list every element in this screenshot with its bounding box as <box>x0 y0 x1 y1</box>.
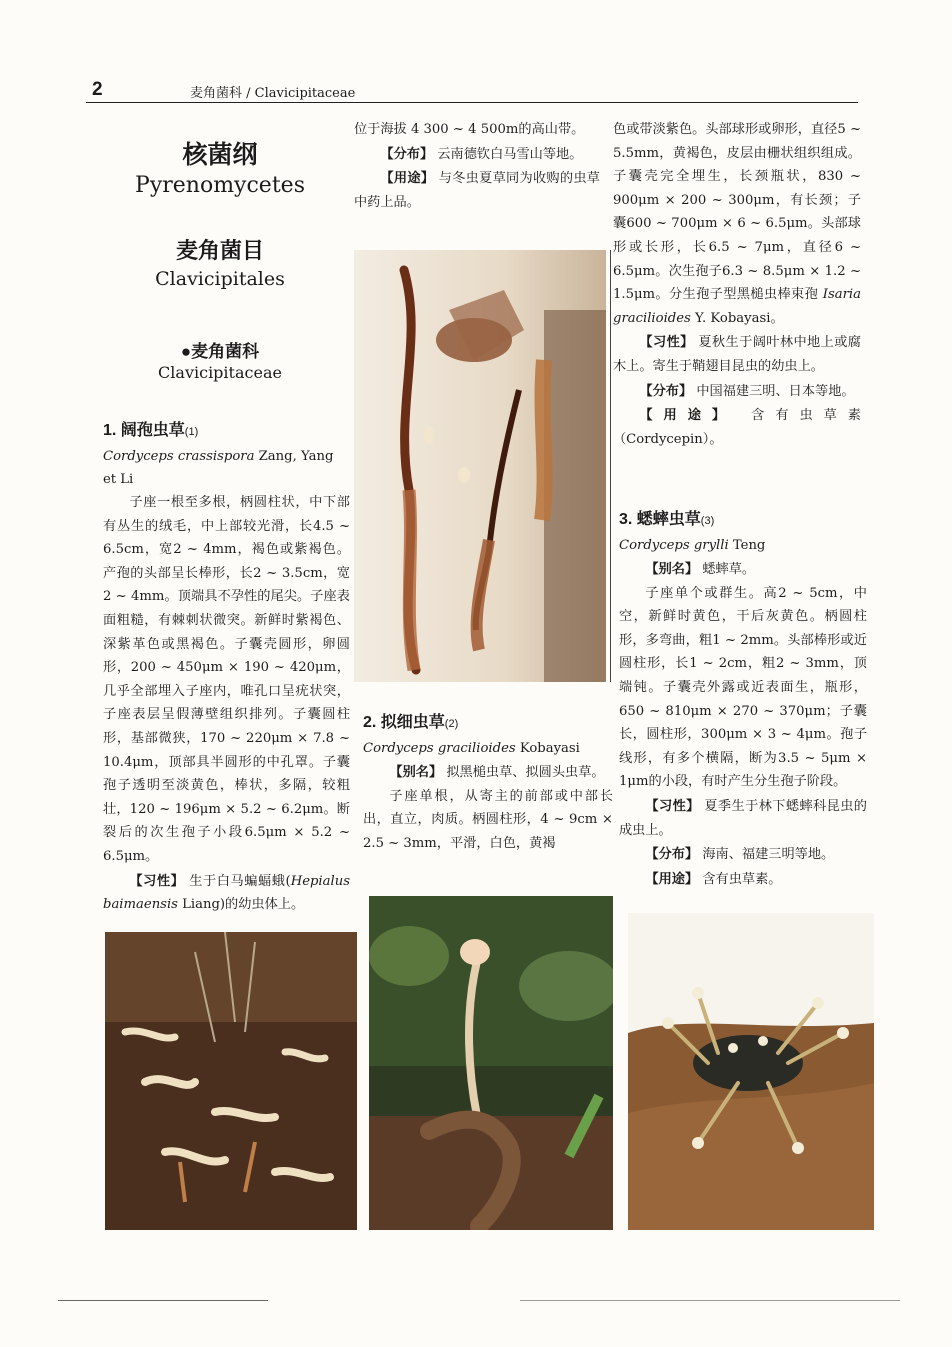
species1-sci-author-a: Zang, Yang <box>254 449 334 464</box>
species1-heading <box>103 418 350 445</box>
species2-distribution <box>613 379 861 404</box>
species3-use-label: 【用途】 <box>645 870 699 886</box>
family-title-cn: ●麦角菌科 <box>180 342 260 361</box>
species1-heading-text: 1. 阔孢虫草 <box>103 422 185 439</box>
species1-sci-author-b: et Li <box>103 472 134 487</box>
footer-rule-right <box>520 1300 900 1301</box>
species3-alias-label: 【别名】 <box>645 561 699 576</box>
species1-dist-label: 【分布】 <box>380 145 434 161</box>
species1-distribution <box>354 142 600 167</box>
species1-cont-text: 位于海拔 4 300 ~ 4 500m的高山带。 <box>354 122 585 137</box>
species1-use <box>354 166 600 214</box>
species2-description-b <box>613 118 861 330</box>
species2-dist-label: 【分布】 <box>639 382 693 398</box>
species3-field-photo <box>628 913 874 1230</box>
species2-sci-author: Kobayasi <box>515 741 580 756</box>
species3-habit-label: 【习性】 <box>645 797 700 813</box>
species1-sci-name <box>103 445 350 468</box>
species3-sci-italic: Cordyceps grylli <box>619 538 729 553</box>
species1-continued <box>354 118 600 214</box>
species2-anamorph: Isaria gracilioides <box>613 287 861 326</box>
species3-heading-sub: (3) <box>700 515 715 527</box>
species1-habit-text-a: 生于白马蝙蝠蛾( <box>184 873 291 889</box>
species2-description-b-text: 色或带淡紫色。头部球形或卵形，直径5 ~ 5.5mm，黄褐色，皮层由栅状组织组成。子囊壳完全埋生，长颈瓶状，830 ~ 900μm × 200 ~ 300μm，有长颈；子囊600 ~ 700μm × 6 ~ 6.5μm。头部球形或长形，长6.5 ~ 7μm，直径6 ~ 6.5μm。次生孢子6.3 ~ 8.5μm × 1.2 ~ 1.5μm。分生孢子型黑槌虫棒束孢 <box>613 122 861 303</box>
species3-dist-label: 【分布】 <box>645 846 699 862</box>
species3-description: 子座单个或群生。高2 ~ 5cm，中空，新鲜时黄色，干后灰黄色。柄圆柱形，多弯曲，粗1 ~ 2mm。头部棒形或近圆柱形，长1 ~ 2cm，粗2 ~ 3mm，顶端钝。子囊壳外露或近表面生，瓶形，650 ~ 810μm × 270 ~ 370μm；子囊长，圆柱形，300μm × 3 ~ 4μm。孢子线形，有多个横隔，断为3.5 ~ 5μm × 1μm的小段，有时产生分生孢子阶段。 <box>619 585 867 790</box>
species3-block <box>619 507 867 891</box>
species2-heading-text: 2. 拟细虫草 <box>363 714 445 731</box>
species3-habit <box>619 794 867 842</box>
species1-description: 子座一根至多根，柄圆柱状，中下部有丛生的绒毛，中上部较光滑，长4.5 ~ 6.5cm，宽2 ~ 4mm，褐色或紫褐色。产孢的头部呈长棒形，长2 ~ 3.5cm，宽2 ~ 4mm。顶端具不孕性的尾尖。子座表面粗糙，有棘刺状微突。新鲜时紫褐色、深紫革色或黑褐色。子囊壳圆形，卵圆形，200 ~ 450μm × 190 ~ 420μm，几乎全部埋入子座内，唯孔口呈疣状突，子座表层呈假薄壁组织排列。子囊圆柱形，基部微狭，170 ~ 220μm × 7.8 ~ 10.4μm，顶部具半圆形的中孔罩。子囊孢子透明至淡黄色，棒状，多隔，较粗壮，120 ~ 196μm × 5.2 ~ 6.2μm。断裂后的次生孢子小段6.5μm × 5.2 ~ 6.5μm。 <box>103 495 350 864</box>
species3-distribution <box>619 842 867 867</box>
order-title-cn: 麦角菌目 <box>175 238 264 263</box>
running-head: 麦角菌科 / Clavicipitaceae <box>190 86 356 101</box>
species2-use-text: 含有虫草素（Cordycepin）。 <box>613 408 861 447</box>
species2-alias <box>363 760 613 785</box>
species2-heading <box>363 710 613 737</box>
species2-use-label: 【用途】 <box>639 407 737 423</box>
species1-block <box>103 418 350 917</box>
species2-use <box>613 403 861 451</box>
footer-rule-left <box>58 1300 268 1301</box>
species3-heading <box>619 507 867 534</box>
species1-habit <box>103 869 350 917</box>
species2-field-photo <box>369 896 613 1230</box>
species2-block <box>363 710 613 855</box>
page-number: 2 <box>92 79 103 100</box>
species1-photo <box>354 250 606 682</box>
species3-use-text: 含有虫草素。 <box>698 871 782 887</box>
species1-heading-sub: (1) <box>184 426 199 438</box>
species2-alias-text: 拟黑槌虫草、拟圆头虫草。 <box>442 765 605 780</box>
species1-habit-text-b: Liang)的幼虫体上。 <box>177 897 305 913</box>
family-title-en: Clavicipitaceae <box>158 363 282 382</box>
species1-use-text: 与冬虫夏草同为收购的虫草中药上品。 <box>354 171 600 210</box>
species2-description-a: 子座单根，从寄主的前部或中部长出，直立，肉质。柄圆柱形，4 ~ 9cm × 2.5 ~ 3mm，平滑，白色，黄褐 <box>363 788 613 851</box>
class-title-cn: 核菌纲 <box>182 141 258 169</box>
species1-dist-text: 云南德钦白马雪山等地。 <box>433 146 583 162</box>
species2-continued <box>613 118 861 451</box>
species2-habit-label: 【习性】 <box>639 334 694 350</box>
species2-sci-italic: Cordyceps gracilioides <box>363 741 516 756</box>
species3-dist-text: 海南、福建三明等地。 <box>698 847 835 863</box>
species3-alias <box>619 557 867 582</box>
species2-alias-label: 【别名】 <box>389 764 443 779</box>
species2-habit <box>613 330 861 378</box>
column-divider <box>610 250 611 682</box>
species3-sci-author: Teng <box>728 538 766 553</box>
species3-heading-text: 3. 蟋蟀虫草 <box>619 511 701 528</box>
species2-heading-sub: (2) <box>444 718 459 730</box>
species3-habit-text: 夏季生于林下蟋蟀科昆虫的成虫上。 <box>619 798 867 838</box>
species2-sci-name <box>363 737 613 760</box>
species1-field-photo <box>105 932 357 1230</box>
species1-sci-italic: Cordyceps crassispora <box>103 449 255 464</box>
class-title-en: Pyrenomycetes <box>135 173 305 198</box>
species1-use-label: 【用途】 <box>380 170 435 186</box>
species2-habit-text: 夏秋生于阔叶林中地上或腐木上。寄生于鞘翅目昆虫的幼虫上。 <box>613 335 861 374</box>
species2-dist-text: 中国福建三明、日本等地。 <box>692 383 855 399</box>
species3-alias-text: 蟋蟀草。 <box>698 562 756 577</box>
species1-habit-host: Hepialus baimaensis <box>103 873 350 913</box>
header-rule <box>86 102 858 103</box>
species1-habit-label: 【习性】 <box>129 872 185 888</box>
species2-anamorph-author: Y. Kobayasi。 <box>690 310 784 326</box>
species3-sci-name <box>619 534 867 557</box>
order-title-en: Clavicipitales <box>155 268 285 290</box>
species3-use <box>619 867 867 892</box>
